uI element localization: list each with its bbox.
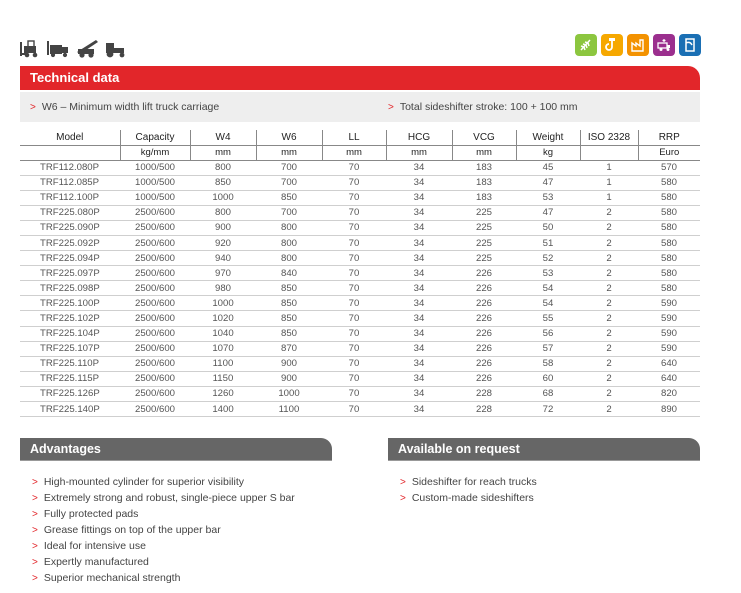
table-cell: 1000 bbox=[190, 190, 256, 205]
technical-data-title: Technical data bbox=[30, 70, 120, 85]
technical-data-table bbox=[20, 130, 700, 417]
table-cell: 70 bbox=[322, 296, 386, 311]
table-cell: 225 bbox=[452, 235, 516, 250]
list-item-text: Custom-made sideshifters bbox=[411, 492, 534, 504]
table-cell: 1040 bbox=[190, 326, 256, 341]
table-cell: 52 bbox=[516, 251, 580, 266]
available-divider bbox=[388, 460, 700, 461]
table-cell: 1100 bbox=[190, 356, 256, 371]
table-row bbox=[20, 341, 700, 356]
table-cell: 700 bbox=[256, 160, 322, 175]
model-cell: TRF225.090P bbox=[20, 220, 120, 235]
table-cell: 34 bbox=[386, 386, 452, 401]
list-item-text: Fully protected pads bbox=[43, 508, 139, 520]
table-cell: 870 bbox=[256, 341, 322, 356]
table-cell: 72 bbox=[516, 402, 580, 417]
info-bar bbox=[20, 92, 700, 122]
column-unit: mm bbox=[322, 145, 386, 160]
table-cell: 70 bbox=[322, 220, 386, 235]
column-header: W6 bbox=[256, 130, 322, 145]
model-cell: TRF225.104P bbox=[20, 326, 120, 341]
model-cell: TRF225.094P bbox=[20, 251, 120, 266]
table-cell: 53 bbox=[516, 190, 580, 205]
industry-icon bbox=[627, 34, 649, 56]
table-cell: 55 bbox=[516, 311, 580, 326]
table-cell: 700 bbox=[256, 205, 322, 220]
list-item-text: Ideal for intensive use bbox=[43, 540, 146, 552]
list-item-text: Sideshifter for reach trucks bbox=[411, 476, 537, 488]
table-cell: 800 bbox=[256, 220, 322, 235]
table-cell: 228 bbox=[452, 386, 516, 401]
table-cell: 850 bbox=[256, 190, 322, 205]
table-cell: 1000/500 bbox=[120, 160, 190, 175]
table-cell: 640 bbox=[638, 356, 700, 371]
table-cell: 226 bbox=[452, 311, 516, 326]
table-cell: 2500/600 bbox=[120, 371, 190, 386]
table-cell: 57 bbox=[516, 341, 580, 356]
table-cell: 53 bbox=[516, 266, 580, 281]
chevron-right-icon: > bbox=[400, 477, 406, 488]
list-item bbox=[32, 554, 295, 570]
technical-data-header bbox=[20, 66, 700, 90]
table-cell: 70 bbox=[322, 386, 386, 401]
table-row bbox=[20, 220, 700, 235]
table-row bbox=[20, 266, 700, 281]
table-cell: 34 bbox=[386, 205, 452, 220]
table-cell: 34 bbox=[386, 175, 452, 190]
table-cell: 34 bbox=[386, 402, 452, 417]
column-unit: Euro bbox=[638, 145, 700, 160]
model-cell: TRF225.080P bbox=[20, 205, 120, 220]
table-cell: 2 bbox=[580, 220, 638, 235]
table-cell: 34 bbox=[386, 190, 452, 205]
model-cell: TRF225.100P bbox=[20, 296, 120, 311]
table-cell: 580 bbox=[638, 220, 700, 235]
chevron-right-icon: > bbox=[32, 477, 38, 488]
table-row bbox=[20, 205, 700, 220]
info-item bbox=[30, 101, 219, 113]
advantages-header bbox=[20, 438, 332, 460]
advantages-divider bbox=[20, 460, 332, 461]
table-cell: 2500/600 bbox=[120, 205, 190, 220]
table-cell: 1000 bbox=[190, 296, 256, 311]
table-row bbox=[20, 326, 700, 341]
info-item bbox=[388, 101, 578, 113]
table-cell: 2500/600 bbox=[120, 386, 190, 401]
table-cell: 850 bbox=[256, 311, 322, 326]
column-header: W4 bbox=[190, 130, 256, 145]
table-cell: 800 bbox=[190, 205, 256, 220]
table-cell: 1 bbox=[580, 160, 638, 175]
table-cell: 2500/600 bbox=[120, 296, 190, 311]
list-item bbox=[32, 538, 295, 554]
agriculture-icon bbox=[575, 34, 597, 56]
table-cell: 580 bbox=[638, 251, 700, 266]
table-cell: 47 bbox=[516, 205, 580, 220]
table-row bbox=[20, 386, 700, 401]
table-cell: 1 bbox=[580, 190, 638, 205]
column-unit: mm bbox=[452, 145, 516, 160]
table-cell: 2 bbox=[580, 356, 638, 371]
list-item bbox=[32, 490, 295, 506]
column-header: VCG bbox=[452, 130, 516, 145]
table-row bbox=[20, 311, 700, 326]
chevron-right-icon: > bbox=[32, 493, 38, 504]
table-cell: 800 bbox=[256, 235, 322, 250]
table-cell: 56 bbox=[516, 326, 580, 341]
table-cell: 580 bbox=[638, 281, 700, 296]
table-cell: 226 bbox=[452, 281, 516, 296]
table-cell: 34 bbox=[386, 235, 452, 250]
telehandler-icon bbox=[77, 40, 98, 58]
table-cell: 2 bbox=[580, 371, 638, 386]
tractor-icon bbox=[106, 43, 124, 57]
advantages-list bbox=[32, 474, 295, 586]
model-cell: TRF225.126P bbox=[20, 386, 120, 401]
table-cell: 34 bbox=[386, 266, 452, 281]
column-header: ISO 2328 bbox=[580, 130, 638, 145]
table-cell: 70 bbox=[322, 251, 386, 266]
advantages-title: Advantages bbox=[30, 442, 101, 456]
table-body bbox=[20, 160, 700, 417]
available-list bbox=[400, 474, 537, 506]
table-cell: 2500/600 bbox=[120, 235, 190, 250]
table-cell: 580 bbox=[638, 190, 700, 205]
table-cell: 590 bbox=[638, 341, 700, 356]
table-cell: 225 bbox=[452, 251, 516, 266]
table-cell: 1 bbox=[580, 175, 638, 190]
table-cell: 890 bbox=[638, 402, 700, 417]
table-cell: 2500/600 bbox=[120, 356, 190, 371]
model-cell: TRF225.110P bbox=[20, 356, 120, 371]
model-cell: TRF225.140P bbox=[20, 402, 120, 417]
list-item bbox=[32, 506, 295, 522]
table-row bbox=[20, 402, 700, 417]
table-cell: 900 bbox=[256, 371, 322, 386]
chevron-right-icon: > bbox=[32, 525, 38, 536]
chevron-right-icon: > bbox=[32, 509, 38, 520]
table-cell: 70 bbox=[322, 266, 386, 281]
table-cell: 1000 bbox=[256, 386, 322, 401]
table-cell: 70 bbox=[322, 190, 386, 205]
table-cell: 2500/600 bbox=[120, 266, 190, 281]
column-unit bbox=[20, 145, 120, 160]
table-header-row bbox=[20, 130, 700, 145]
list-item-text: Superior mechanical strength bbox=[43, 572, 181, 584]
table-cell: 70 bbox=[322, 341, 386, 356]
list-item-text: Expertly manufactured bbox=[43, 556, 149, 568]
table-cell: 34 bbox=[386, 160, 452, 175]
column-unit: kg bbox=[516, 145, 580, 160]
table-cell: 2 bbox=[580, 266, 638, 281]
column-header: Model bbox=[20, 130, 120, 145]
table-cell: 226 bbox=[452, 341, 516, 356]
table-row bbox=[20, 281, 700, 296]
table-cell: 2500/600 bbox=[120, 402, 190, 417]
chevron-right-icon: > bbox=[32, 573, 38, 584]
table-cell: 51 bbox=[516, 235, 580, 250]
table-cell: 2 bbox=[580, 296, 638, 311]
table-row bbox=[20, 371, 700, 386]
table-cell: 70 bbox=[322, 205, 386, 220]
chevron-right-icon: > bbox=[32, 541, 38, 552]
chevron-right-icon: > bbox=[400, 493, 406, 504]
table-cell: 1000/500 bbox=[120, 175, 190, 190]
column-header: HCG bbox=[386, 130, 452, 145]
table-cell: 226 bbox=[452, 371, 516, 386]
table-cell: 1100 bbox=[256, 402, 322, 417]
model-cell: TRF225.098P bbox=[20, 281, 120, 296]
table-cell: 70 bbox=[322, 175, 386, 190]
table-cell: 850 bbox=[256, 326, 322, 341]
model-cell: TRF225.115P bbox=[20, 371, 120, 386]
table-cell: 54 bbox=[516, 281, 580, 296]
table-cell: 70 bbox=[322, 311, 386, 326]
table-cell: 34 bbox=[386, 296, 452, 311]
model-cell: TRF225.092P bbox=[20, 235, 120, 250]
table-cell: 640 bbox=[638, 371, 700, 386]
table-cell: 850 bbox=[256, 296, 322, 311]
forklift-icon bbox=[20, 41, 37, 57]
model-cell: TRF112.080P bbox=[20, 160, 120, 175]
table-cell: 940 bbox=[190, 251, 256, 266]
column-header: LL bbox=[322, 130, 386, 145]
table-cell: 2500/600 bbox=[120, 220, 190, 235]
table-cell: 2 bbox=[580, 386, 638, 401]
document-icon bbox=[679, 34, 701, 56]
table-cell: 34 bbox=[386, 220, 452, 235]
table-row bbox=[20, 356, 700, 371]
table-cell: 2 bbox=[580, 326, 638, 341]
list-item bbox=[32, 570, 295, 586]
column-header: Capacity bbox=[120, 130, 190, 145]
column-unit: mm bbox=[386, 145, 452, 160]
column-unit: mm bbox=[256, 145, 322, 160]
table-cell: 226 bbox=[452, 356, 516, 371]
info-text: W6 – Minimum width lift truck carriage bbox=[41, 101, 220, 113]
table-cell: 850 bbox=[190, 175, 256, 190]
table-cell: 34 bbox=[386, 341, 452, 356]
table-cell: 2500/600 bbox=[120, 341, 190, 356]
table-cell: 58 bbox=[516, 356, 580, 371]
reach-truck-icon bbox=[47, 41, 68, 57]
table-cell: 580 bbox=[638, 175, 700, 190]
table-cell: 590 bbox=[638, 311, 700, 326]
column-header: RRP bbox=[638, 130, 700, 145]
table-row bbox=[20, 235, 700, 250]
table-cell: 2 bbox=[580, 402, 638, 417]
model-cell: TRF112.100P bbox=[20, 190, 120, 205]
table-cell: 900 bbox=[190, 220, 256, 235]
table-cell: 70 bbox=[322, 371, 386, 386]
table-cell: 2500/600 bbox=[120, 281, 190, 296]
chevron-right-icon: > bbox=[388, 102, 394, 113]
list-item-text: High-mounted cylinder for superior visibility bbox=[43, 476, 245, 488]
truck-icon bbox=[653, 34, 675, 56]
vehicle-icons bbox=[20, 38, 130, 58]
table-cell: 570 bbox=[638, 160, 700, 175]
table-cell: 2500/600 bbox=[120, 311, 190, 326]
list-item bbox=[400, 474, 537, 490]
table-cell: 226 bbox=[452, 266, 516, 281]
table-cell: 70 bbox=[322, 160, 386, 175]
table-cell: 920 bbox=[190, 235, 256, 250]
column-header: Weight bbox=[516, 130, 580, 145]
column-unit bbox=[580, 145, 638, 160]
table-cell: 580 bbox=[638, 266, 700, 281]
table-cell: 225 bbox=[452, 220, 516, 235]
table-cell: 54 bbox=[516, 296, 580, 311]
table-row bbox=[20, 251, 700, 266]
table-cell: 34 bbox=[386, 356, 452, 371]
table-cell: 226 bbox=[452, 296, 516, 311]
table-cell: 1000/500 bbox=[120, 190, 190, 205]
table-cell: 34 bbox=[386, 371, 452, 386]
table-cell: 60 bbox=[516, 371, 580, 386]
table-cell: 2 bbox=[580, 205, 638, 220]
table-cell: 590 bbox=[638, 326, 700, 341]
table-cell: 68 bbox=[516, 386, 580, 401]
table-cell: 228 bbox=[452, 402, 516, 417]
table-cell: 70 bbox=[322, 281, 386, 296]
table-cell: 580 bbox=[638, 205, 700, 220]
table-cell: 840 bbox=[256, 266, 322, 281]
chevron-right-icon: > bbox=[30, 102, 36, 113]
table-cell: 900 bbox=[256, 356, 322, 371]
table-cell: 2500/600 bbox=[120, 326, 190, 341]
table-cell: 1400 bbox=[190, 402, 256, 417]
table-cell: 2 bbox=[580, 311, 638, 326]
table-cell: 70 bbox=[322, 356, 386, 371]
chevron-right-icon: > bbox=[32, 557, 38, 568]
list-item bbox=[32, 474, 295, 490]
table-cell: 2 bbox=[580, 281, 638, 296]
table-cell: 2500/600 bbox=[120, 251, 190, 266]
table-row bbox=[20, 160, 700, 175]
table-cell: 183 bbox=[452, 175, 516, 190]
list-item-text: Grease fittings on top of the upper bar bbox=[43, 524, 221, 536]
table-cell: 70 bbox=[322, 235, 386, 250]
table-cell: 820 bbox=[638, 386, 700, 401]
table-cell: 50 bbox=[516, 220, 580, 235]
table-cell: 226 bbox=[452, 326, 516, 341]
table-cell: 1260 bbox=[190, 386, 256, 401]
table-cell: 800 bbox=[190, 160, 256, 175]
table-cell: 800 bbox=[256, 251, 322, 266]
table-cell: 225 bbox=[452, 205, 516, 220]
table-cell: 1070 bbox=[190, 341, 256, 356]
table-cell: 34 bbox=[386, 326, 452, 341]
table-row bbox=[20, 190, 700, 205]
model-cell: TRF225.107P bbox=[20, 341, 120, 356]
table-cell: 2 bbox=[580, 251, 638, 266]
table-cell: 970 bbox=[190, 266, 256, 281]
column-unit: kg/mm bbox=[120, 145, 190, 160]
list-item bbox=[32, 522, 295, 538]
table-cell: 2 bbox=[580, 341, 638, 356]
table-cell: 70 bbox=[322, 326, 386, 341]
available-title: Available on request bbox=[398, 442, 520, 456]
table-cell: 590 bbox=[638, 296, 700, 311]
table-cell: 34 bbox=[386, 251, 452, 266]
table-cell: 183 bbox=[452, 190, 516, 205]
table-cell: 1150 bbox=[190, 371, 256, 386]
model-cell: TRF225.097P bbox=[20, 266, 120, 281]
table-units-row bbox=[20, 145, 700, 160]
table-cell: 850 bbox=[256, 281, 322, 296]
hook-icon bbox=[601, 34, 623, 56]
list-item-text: Extremely strong and robust, single-piece upper S bar bbox=[43, 492, 295, 504]
table-row bbox=[20, 296, 700, 311]
industry-icons bbox=[575, 34, 701, 56]
table-row bbox=[20, 175, 700, 190]
table-cell: 980 bbox=[190, 281, 256, 296]
table-cell: 1020 bbox=[190, 311, 256, 326]
table-cell: 34 bbox=[386, 311, 452, 326]
table-cell: 70 bbox=[322, 402, 386, 417]
list-item bbox=[400, 490, 537, 506]
table-cell: 45 bbox=[516, 160, 580, 175]
column-unit: mm bbox=[190, 145, 256, 160]
info-text: Total sideshifter stroke: 100 + 100 mm bbox=[399, 101, 578, 113]
table-cell: 47 bbox=[516, 175, 580, 190]
model-cell: TRF225.102P bbox=[20, 311, 120, 326]
model-cell: TRF112.085P bbox=[20, 175, 120, 190]
table-cell: 700 bbox=[256, 175, 322, 190]
table-cell: 2 bbox=[580, 235, 638, 250]
table-cell: 34 bbox=[386, 281, 452, 296]
table-cell: 183 bbox=[452, 160, 516, 175]
available-header bbox=[388, 438, 700, 460]
table-cell: 580 bbox=[638, 235, 700, 250]
